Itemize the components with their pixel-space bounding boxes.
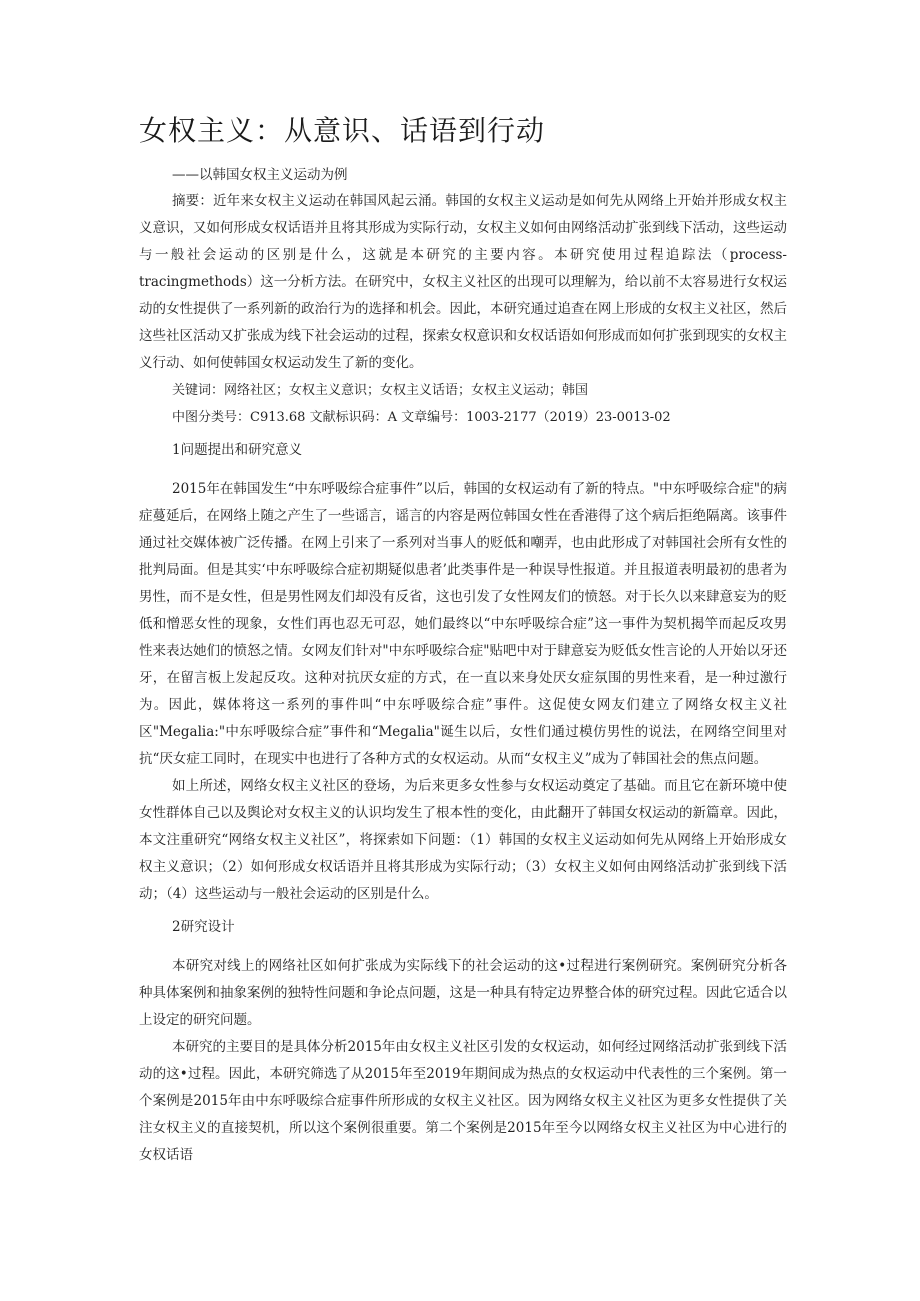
section-1-paragraph: 2015年在韩国发生“中东呼吸综合症事件”以后，韩国的女权运动有了新的特点。"中东呼吸综合症"的病症蔓延后，在网络上随之产生了一些谣言，谣言的内容是两位韩国女性在香港得了这个病后拒绝隔离。该事件通过社交媒体被广泛传播。在网上引来了一系列对当事人的贬低和嘲弄，也由此形成了对韩国社会所有女性的批判局面。但是其实‘中东呼吸综合症初期疑似患者’此类事件是一种误导性报道。并且报道表明最初的患者为男性，而不是女性，但是男性网友们却没有反省，这也引发了女性网友们的愤怒。对于长久以来肆意妄为的贬低和憎恶女性的现象，女性们再也忍无可忍，她们最终以“中东呼吸综合症”这一事件为契机揭竿而起反攻男性来表达她们的愤怒之情。女网友们针对"中东呼吸综合症"贴吧中对于肆意妄为贬低女性言论的人开始以牙还牙，在留言板上发起反攻。这种对抗厌女症的方式，在一直以来身处厌女症氛围的男性来看，是一种过激行为。因此，媒体将这一系列的事件叫“中东呼吸综合症”事件。这促使女网友们建立了网络女权主义社区"Megalia:"中东呼吸综合症”事件和“Megalia"诞生以后，女性们通过模仿男性的说法，在网络空间里对抗“厌女症工同时，在现实中也进行了各种方式的女权运动。从而“女权主义”成为了韩国社会的焦点问题。 bbox=[139, 481, 787, 767]
section-1-heading: 1问题提出和研究意义 bbox=[172, 442, 303, 458]
section-2-heading: 2研究设计 bbox=[172, 919, 235, 935]
classification-line: 中图分类号：C913.68 文献标识码：A 文章编号：1003-2177（2019）23-0013-02 bbox=[172, 410, 671, 425]
page-subtitle: ——以韩国女权主义运动为例 bbox=[172, 167, 348, 183]
section-1-paragraph: 如上所述，网络女权主义社区的登场，为后来更多女性参与女权运动奠定了基础。而且它在新环境中使女性群体自己以及舆论对女权主义的认识均发生了根本性的变化，由此翻开了韩国女权运动的新篇章。因此，本文注重研究“网络女权主义社区”，将探索如下问题：（1）韩国的女权主义运动如何先从网络上开始形成女权主义意识；（2）如何形成女权话语并且将其形成为实际行动；（3）女权主义如何由网络活动扩张到线下活动；（4）这些运动与一般社会运动的区别是什么。 bbox=[139, 778, 787, 902]
document-page bbox=[139, 112, 787, 1169]
keywords-line: 关键词：网络社区；女权主义意识；女权主义话语；女权主义运动；韩国 bbox=[172, 383, 589, 398]
page-title: 女权主义：从意识、话语到行动 bbox=[139, 114, 546, 147]
section-2-paragraph: 本研究的主要目的是具体分析2015年由女权主义社区引发的女权运动，如何经过网络活动扩张到线下活动的这•过程。因此，本研究筛选了从2015年至2019年期间成为热点的女权运动中代表性的三个案例。第一个案例是2015年由中东呼吸综合症事件所形成的女权主义社区。因为网络女权主义社区为更多女性提供了关注女权主义的直接契机，所以这个案例很重要。第二个案例是2015年至今以网络女权主义社区为中心进行的女权话语 bbox=[139, 1039, 787, 1163]
abstract-paragraph: 摘要：近年来女权主义运动在韩国风起云涌。韩国的女权主义运动是如何先从网络上开始并形成女权主义意识，又如何形成女权话语并且将其形成为实际行动，女权主义如何由网络活动扩张到线下活动，这些运动与一般社会运动的区别是什么，这就是本研究的主要内容。本研究使用过程追踪法（process-tracingmethods）这一分析方法。在研究中，女权主义社区的出现可以理解为，给以前不太容易进行女权运动的女性提供了一系列新的政治行为的选择和机会。因此，本研究通过追查在网上形成的女权主义社区，然后这些社区活动又扩张成为线下社会运动的过程，探索女权意识和女权话语如何形成而如何扩张到现实的女权主义行动、如何使韩国女权运动发生了新的变化。 bbox=[139, 193, 787, 371]
section-2-paragraph: 本研究对线上的网络社区如何扩张成为实际线下的社会运动的这•过程进行案例研究。案例研究分析各种具体案例和抽象案例的独特性问题和争论点问题，这是一种具有特定边界整合体的研究过程。因此它适合以上设定的研究问题。 bbox=[139, 958, 787, 1028]
